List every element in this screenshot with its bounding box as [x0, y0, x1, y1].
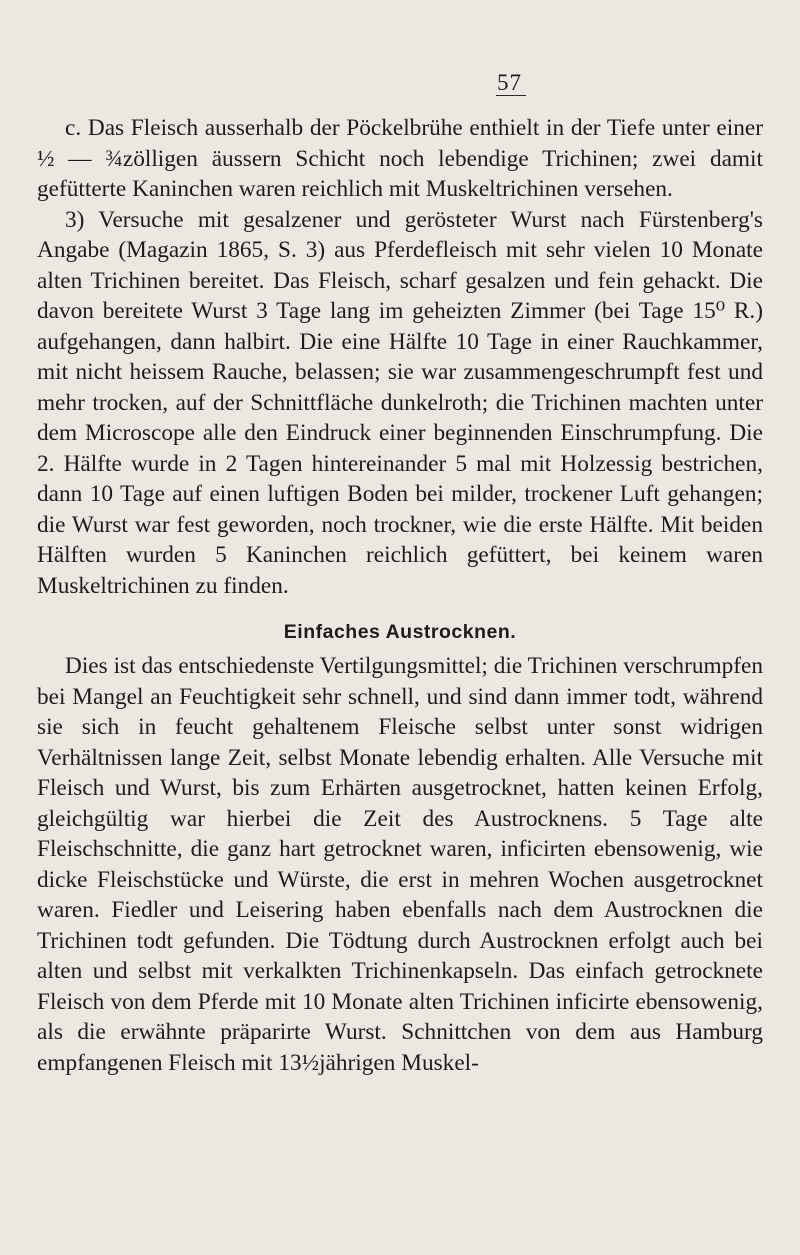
- page-number: 57: [497, 70, 522, 95]
- paragraph-3-sausage-experiments: 3) Versuche mit gesalzener und gerösteter Wurst nach Fürstenberg's Angabe (Magazin 1865, S. 3) aus Pferdefleisch mit sehr vielen 10 Monate alten Trichinen bereitet. Das Fleisch, scharf gesalzen und fein gehackt. Die davon bereitete Wurst 3 Tage lang im geheizten Zimmer (bei Tage 15⁰ R.) aufgehangen, dann halbirt. Die eine Hälfte 10 Tage in einer Rauchkammer, mit nicht heissem Rauche, belassen; sie war zusammengeschrumpft fest und mehr trocken, auf der Schnittfläche dunkelroth; die Trichinen machten unter dem Microscope alle den Eindruck einer beginnenden Einschrumpfung. Die 2. Hälfte wurde in 2 Tagen hintereinander 5 mal mit Holzessig bestrichen, dann 10 Tage auf einen luftigen Boden bei milder, trockener Luft gehangen; die Wurst war fest geworden, noch trockner, wie die erste Hälfte. Mit beiden Hälften wurden 5 Kaninchen reichlich gefüttert, bei keinem waren Muskeltrichinen zu finden.: [37, 206, 763, 599]
- page-number-rule: [496, 95, 526, 96]
- paragraph-c-pickle-brine: c. Das Fleisch ausserhalb der Pöckelbrühe enthielt in der Tiefe unter einer ½ — ¾zölligen äussern Schicht noch lebendige Trichinen; zwei damit gefütterte Kaninchen waren reichlich mit Muskeltrichinen versehen.: [37, 115, 763, 202]
- section-heading: Einfaches Austrocknen.: [283, 621, 517, 643]
- paragraph-drying: Dies ist das entschiedenste Vertilgungsmittel; die Trichinen verschrumpfen bei Mangel an Feuchtigkeit sehr schnell, und sind dann immer todt, während sie sich in feucht gehaltenem Fleische selbst unter sonst widrigen Verhältnissen lange Zeit, selbst Monate lebendig erhalten. Alle Versuche mit Fleisch und Wurst, bis zum Erhärten ausgetrocknet, hatten keinen Erfolg, gleichgültig war hierbei die Zeit des Austrocknens. 5 Tage alte Fleischschnitte, die ganz hart getrocknet waren, inficirten ebensowenig, wie dicke Fleischstücke und Würste, die erst in mehren Wochen ausgetrocknet waren. Fiedler und Leisering haben ebenfalls nach dem Austrocknen die Trichinen todt gefunden. Die Tödtung durch Austrocknen erfolgt auch bei alten und selbst mit verkalkten Trichinenkapseln. Das einfach getrocknete Fleisch von dem Pferde mit 10 Monate alten Trichinen inficirte ebensowenig, als die erwähnte präparirte Wurst. Schnittchen von dem aus Hamburg empfangenen Fleisch mit 13½jährigen Muskel-: [37, 653, 763, 1076]
- body-text: [37, 113, 763, 1078]
